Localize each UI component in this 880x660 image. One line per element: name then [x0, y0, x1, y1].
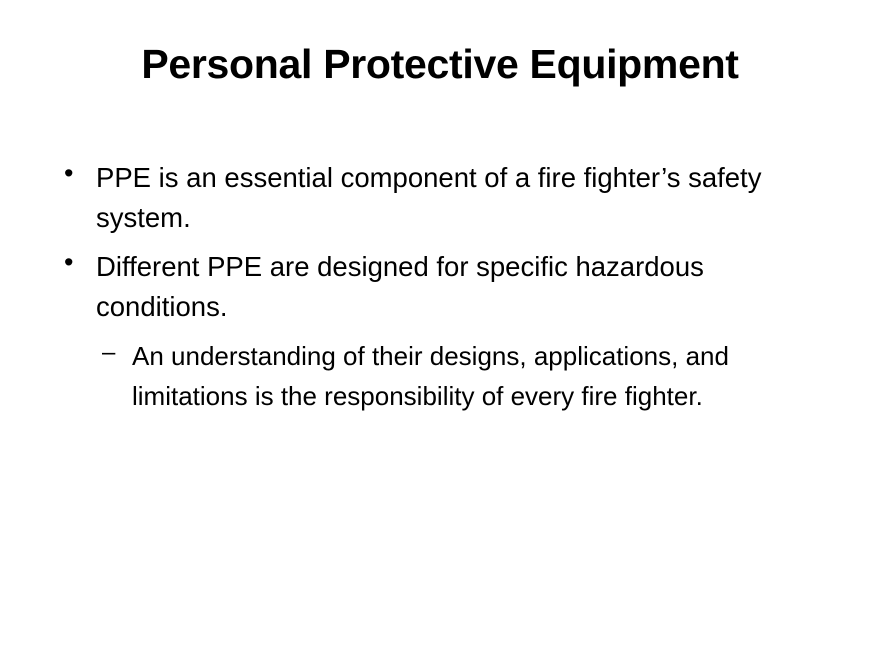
slide-body	[52, 158, 842, 421]
list-item-text: Different PPE are designed for specific hazardous conditions.	[96, 250, 704, 323]
slide-title: Personal Protective Equipment	[141, 41, 739, 87]
dash-marker-icon: –	[102, 338, 116, 366]
list-item	[52, 158, 842, 239]
list-item-text: An understanding of their designs, applications, and limitations is the responsibility of every fire fighter.	[132, 340, 729, 412]
list-item-text: PPE is an essential component of a fire fighter’s safety system.	[96, 162, 762, 234]
sub-list	[52, 336, 842, 417]
list-item	[52, 247, 842, 328]
list-item	[52, 336, 842, 417]
bullet-marker-icon: •	[64, 246, 74, 277]
bullet-marker-icon: •	[64, 158, 74, 188]
